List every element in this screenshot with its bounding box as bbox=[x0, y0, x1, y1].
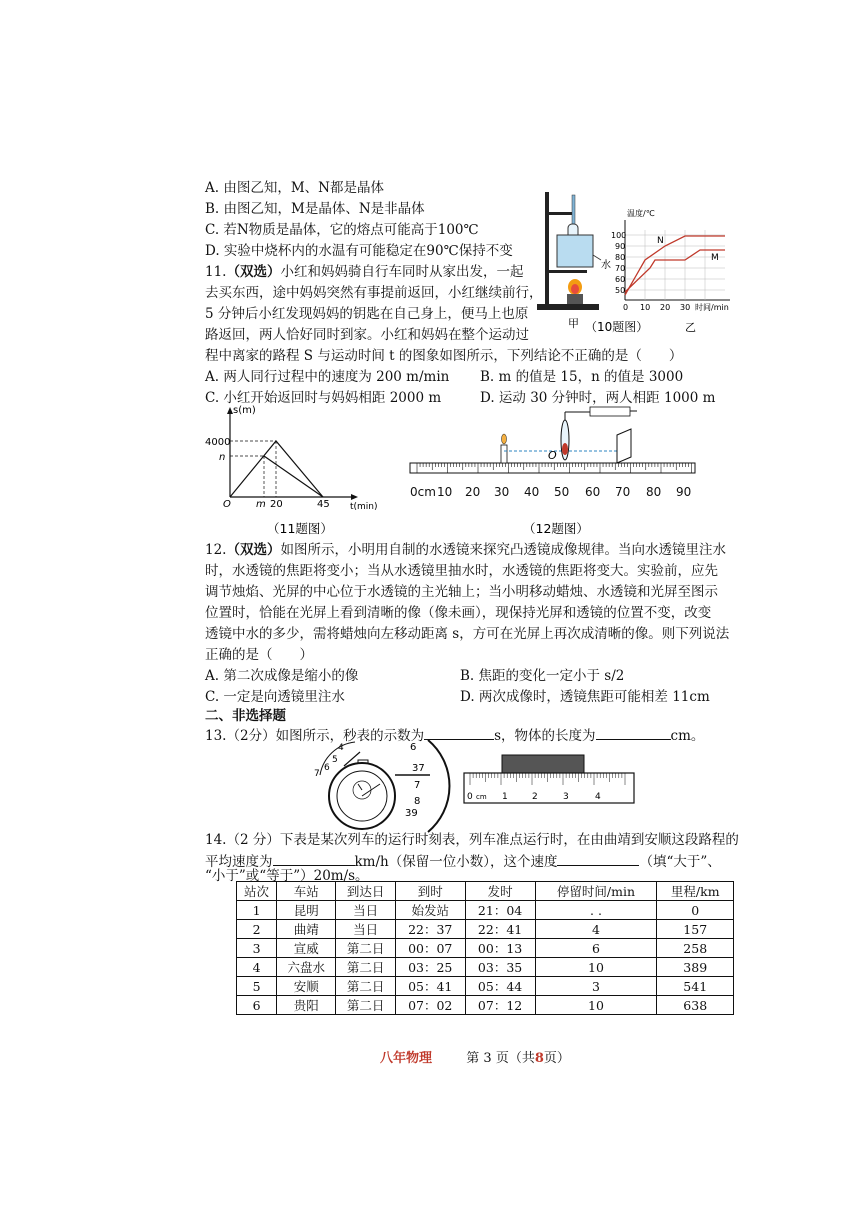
table-cell: 157 bbox=[657, 920, 734, 939]
table-cell: 第二日 bbox=[336, 996, 395, 1015]
q12-scale-20: 20 bbox=[465, 485, 481, 499]
q12-scale-30: 30 bbox=[494, 485, 510, 499]
q11-graph bbox=[205, 405, 385, 540]
q13-stopwatch bbox=[300, 740, 460, 832]
q13-ruler-3: 3 bbox=[563, 792, 569, 802]
footer-page-total: 8 bbox=[534, 1051, 544, 1066]
q13-ruler-2: 2 bbox=[532, 792, 538, 802]
q14-line-1 bbox=[205, 830, 739, 850]
table-row bbox=[237, 958, 734, 977]
q14-timetable bbox=[236, 881, 734, 1015]
q12-scale-90: 90 bbox=[676, 485, 692, 499]
table-cell: 00：07 bbox=[395, 939, 465, 958]
q13-text: 如图所示，秒表的示数为 bbox=[275, 728, 425, 744]
table-cell: 00：13 bbox=[465, 939, 535, 958]
q10-option-b: B. 由图乙知，M是晶体、N是非晶体 bbox=[205, 201, 425, 217]
q12-figure bbox=[405, 405, 705, 540]
q13-big-dial-6: 6 bbox=[410, 742, 417, 753]
q12-option-b: B. 焦距的变化一定小于 s/2 bbox=[460, 668, 625, 684]
table-cell: 07：12 bbox=[465, 996, 535, 1015]
q14-answer-blank-1[interactable] bbox=[273, 851, 355, 866]
footer-page-b: 页） bbox=[543, 1051, 570, 1066]
table-cell: 第二日 bbox=[336, 958, 395, 977]
table-cell: 6 bbox=[237, 996, 277, 1015]
q11-xm: m bbox=[256, 499, 266, 510]
q12-number: 12. bbox=[205, 542, 227, 558]
q12-line-2: 时，水透镜的焦距将变小；当从水透镜里抽水时，水透镜的焦距将变大。实验前，应先 bbox=[205, 563, 718, 579]
q13-small-dial-5: 5 bbox=[332, 755, 338, 765]
q12-scale-10: 10 bbox=[437, 485, 453, 499]
q11-line-xiaohong bbox=[230, 441, 323, 497]
table-cell: 第二日 bbox=[336, 939, 395, 958]
q13-answer-blank-1[interactable] bbox=[424, 725, 494, 740]
q13-number: 13. bbox=[205, 728, 227, 744]
table-cell: 258 bbox=[657, 939, 734, 958]
table-cell: 安顺 bbox=[277, 977, 336, 996]
page-footer bbox=[380, 1047, 570, 1066]
table-cell: 贵阳 bbox=[277, 996, 336, 1015]
q11-line-4: 路返回，两人恰好同时到家。小红和妈妈在整个运动过 bbox=[205, 327, 529, 343]
footer-page-a: 第 3 页（共 bbox=[466, 1051, 535, 1066]
table-cell: 22：37 bbox=[395, 920, 465, 939]
q13-ruler-4: 4 bbox=[595, 792, 601, 802]
q11-x20: 20 bbox=[270, 499, 283, 510]
q12-scale-70: 70 bbox=[615, 485, 631, 499]
q12-scale-50: 50 bbox=[554, 485, 570, 499]
q12-line-6: 正确的是（ ） bbox=[205, 647, 313, 663]
q13-ruler bbox=[462, 755, 637, 807]
table-cell: 05：44 bbox=[465, 977, 535, 996]
table-cell: 638 bbox=[657, 996, 734, 1015]
table-header: 发时 bbox=[465, 882, 535, 901]
q12-scale-60: 60 bbox=[585, 485, 601, 499]
q11-line-3: 5 分钟后小红发现妈妈的钥匙在自己身上，便马上也原 bbox=[205, 306, 529, 322]
q10-figure bbox=[535, 180, 735, 335]
q10-option-d: D. 实验中烧杯内的水温有可能稳定在90℃保持不变 bbox=[205, 243, 513, 259]
q10-option-c: C. 若N物质是晶体，它的熔点可能高于100℃ bbox=[205, 222, 479, 238]
q11-option-c: C. 小红开始返回时与妈妈相距 2000 m bbox=[205, 390, 442, 406]
q12-o-label: O bbox=[548, 449, 557, 462]
q13-big-dial-37: 37 bbox=[412, 763, 425, 774]
q11-option-d: D. 运动 30 分钟时，两人相距 1000 m bbox=[480, 390, 716, 406]
q10-xtick: 20 bbox=[660, 303, 671, 312]
q11-line-5: 程中离家的路程 S 与运动时间 t 的图象如图所示，下列结论不正确的是（ ） bbox=[205, 348, 683, 364]
table-cell: 22：41 bbox=[465, 920, 535, 939]
q11-ylabel: s(m) bbox=[233, 405, 256, 416]
q11-y4000: 4000 bbox=[205, 437, 231, 448]
table-cell: 当日 bbox=[336, 901, 395, 920]
q10-label-yi: 乙 bbox=[685, 321, 696, 334]
table-cell: 0 bbox=[657, 901, 734, 920]
q10-ytick: 90 bbox=[615, 242, 626, 251]
q14-line-3: “小于”或“等于”）20m/s。 bbox=[205, 868, 369, 884]
table-header: 停留时间/min bbox=[535, 882, 657, 901]
table-cell: 六盘水 bbox=[277, 958, 336, 977]
q10-ytick: 50 bbox=[615, 286, 626, 295]
q12-option-c: C. 一定是向透镜里注水 bbox=[205, 689, 345, 705]
q14-text: 下表是某次列车的运行时刻表，列车准点运行时，在由曲靖到安顺这段路程的 bbox=[279, 832, 739, 848]
table-cell: 6 bbox=[535, 939, 657, 958]
table-row bbox=[237, 977, 734, 996]
table-row bbox=[237, 996, 734, 1015]
table-cell: 05：41 bbox=[395, 977, 465, 996]
q11-xlabel: t(min) bbox=[350, 502, 378, 512]
q13-ruler-cm: cm bbox=[476, 793, 487, 801]
table-cell: 当日 bbox=[336, 920, 395, 939]
table-header: 车站 bbox=[277, 882, 336, 901]
q10-water-label: 水 bbox=[601, 260, 611, 271]
q13-score: （2分） bbox=[226, 728, 276, 744]
table-cell: 昆明 bbox=[277, 901, 336, 920]
table-cell: 03：25 bbox=[395, 958, 465, 977]
q12-line-4: 位置时，恰能在光屏上看到清晰的像（像未画），现保持光屏和透镜的位置不变，改变 bbox=[205, 605, 712, 621]
q10-ytick: 80 bbox=[615, 253, 626, 262]
q14-text-a: 平均速度为 bbox=[205, 854, 273, 870]
table-cell: 始发站 bbox=[395, 901, 465, 920]
table-cell: 10 bbox=[535, 958, 657, 977]
q10-xlabel: 时间/min bbox=[695, 303, 729, 312]
table-row bbox=[237, 939, 734, 958]
q12-option-d: D. 两次成像时，透镜焦距可能相差 11cm bbox=[460, 689, 710, 705]
q13-unit-2: cm。 bbox=[670, 728, 705, 744]
q12-caption: （12题图） bbox=[523, 521, 589, 536]
q14-number: 14. bbox=[205, 832, 227, 848]
q11-option-b: B. m 的值是 15，n 的值是 3000 bbox=[480, 369, 684, 385]
table-header: 到达日 bbox=[336, 882, 395, 901]
q12-scale-40: 40 bbox=[524, 485, 540, 499]
table-cell: 5 bbox=[237, 977, 277, 996]
q13-big-dial-8: 8 bbox=[414, 796, 421, 807]
table-cell: 3 bbox=[535, 977, 657, 996]
q11-option-a: A. 两人同行过程中的速度为 200 m/min bbox=[205, 369, 450, 385]
q10-graph bbox=[611, 208, 730, 334]
q11-caption: （11题图） bbox=[267, 521, 333, 536]
table-cell: 第二日 bbox=[336, 977, 395, 996]
table-header: 到时 bbox=[395, 882, 465, 901]
q11-yn: n bbox=[219, 452, 226, 463]
q12-line-5: 透镜中水的多少，需将蜡烛向左移动距离 s，方可在光屏上再次成清晰的像。则下列说法 bbox=[205, 626, 730, 642]
q10-ylabel: 温度/℃ bbox=[627, 209, 655, 218]
table-cell: . . bbox=[535, 901, 657, 920]
table-cell: 1 bbox=[237, 901, 277, 920]
q10-curve-m-label: M bbox=[711, 253, 719, 263]
q13-big-dial-7: 7 bbox=[414, 780, 421, 791]
q13-answer-blank-2[interactable] bbox=[596, 725, 671, 740]
table-cell: 2 bbox=[237, 920, 277, 939]
q10-option-a: A. 由图乙知，M、N都是晶体 bbox=[205, 180, 384, 196]
q12-scale-80: 80 bbox=[646, 485, 662, 499]
table-cell: 3 bbox=[237, 939, 277, 958]
q12-text: 如图所示，小明用自制的水透镜来探究凸透镜成像规律。当向水透镜里注水 bbox=[280, 542, 726, 558]
table-cell: 541 bbox=[657, 977, 734, 996]
q11-number: 11. bbox=[205, 264, 227, 280]
q13-ruler-1: 1 bbox=[502, 792, 508, 802]
q14-text-c: （填“大于”、 bbox=[639, 854, 721, 870]
table-cell: 4 bbox=[237, 958, 277, 977]
q12-option-a: A. 第二次成像是缩小的像 bbox=[205, 668, 359, 684]
table-cell: 07：02 bbox=[395, 996, 465, 1015]
q13-unit-1: s，物体的长度为 bbox=[494, 728, 596, 744]
footer-subject: 八年物理 bbox=[380, 1051, 433, 1066]
q14-score: （2 分） bbox=[226, 832, 280, 848]
q13-ruler-0: 0 bbox=[467, 792, 473, 802]
table-cell: 389 bbox=[657, 958, 734, 977]
q13-small-dial-4: 4 bbox=[338, 743, 344, 753]
q13-small-dial-6: 6 bbox=[324, 763, 330, 773]
q11-tag: （双选） bbox=[226, 264, 281, 280]
q10-ytick: 100 bbox=[611, 231, 627, 240]
q14-answer-blank-2[interactable] bbox=[557, 851, 639, 866]
q10-label-jia: 甲 bbox=[568, 317, 579, 330]
q11-origin: O bbox=[223, 499, 231, 510]
q10-curve-n bbox=[625, 236, 725, 295]
q11-x45: 45 bbox=[317, 499, 330, 510]
table-cell: 4 bbox=[535, 920, 657, 939]
table-row bbox=[237, 901, 734, 920]
q11-text: 小红和妈妈骑自行车同时从家出发，一起 bbox=[280, 264, 524, 280]
q10-xtick: 30 bbox=[680, 303, 691, 312]
q10-curve-n-label: N bbox=[657, 236, 664, 246]
q10-xtick: 10 bbox=[640, 303, 651, 312]
q13-big-dial-39: 39 bbox=[405, 808, 418, 819]
q10-ytick: 70 bbox=[615, 264, 626, 273]
q10-xtick: 0 bbox=[623, 303, 629, 312]
q12-line-1 bbox=[205, 540, 726, 560]
q11-line-2: 去买东西，途中妈妈突然有事提前返回，小红继续前行， bbox=[205, 285, 543, 301]
table-header: 里程/km bbox=[657, 882, 734, 901]
table-header-row bbox=[237, 882, 734, 901]
table-cell: 曲靖 bbox=[277, 920, 336, 939]
q10-caption: （10题图） bbox=[585, 320, 649, 334]
table-cell: 03：35 bbox=[465, 958, 535, 977]
q10-ytick: 60 bbox=[615, 275, 626, 284]
table-header: 站次 bbox=[237, 882, 277, 901]
table-cell: 宣威 bbox=[277, 939, 336, 958]
q12-scale-0: 0cm bbox=[410, 485, 436, 499]
q12-line-3: 调节烛焰、光屏的中心位于水透镜的主光轴上；当小明移动蜡烛、水透镜和光屏至图示 bbox=[205, 584, 718, 600]
section-title: 二、非选择题 bbox=[205, 708, 286, 724]
table-cell: 21：04 bbox=[465, 901, 535, 920]
q13-small-dial-7: 7 bbox=[314, 769, 320, 779]
table-cell: 10 bbox=[535, 996, 657, 1015]
q10-curve-m bbox=[625, 250, 725, 292]
q12-tag: （双选） bbox=[226, 542, 281, 558]
table-row bbox=[237, 920, 734, 939]
q14-text-b: km/h（保留一位小数），这个速度 bbox=[354, 854, 558, 870]
q11-line-1 bbox=[205, 262, 523, 282]
